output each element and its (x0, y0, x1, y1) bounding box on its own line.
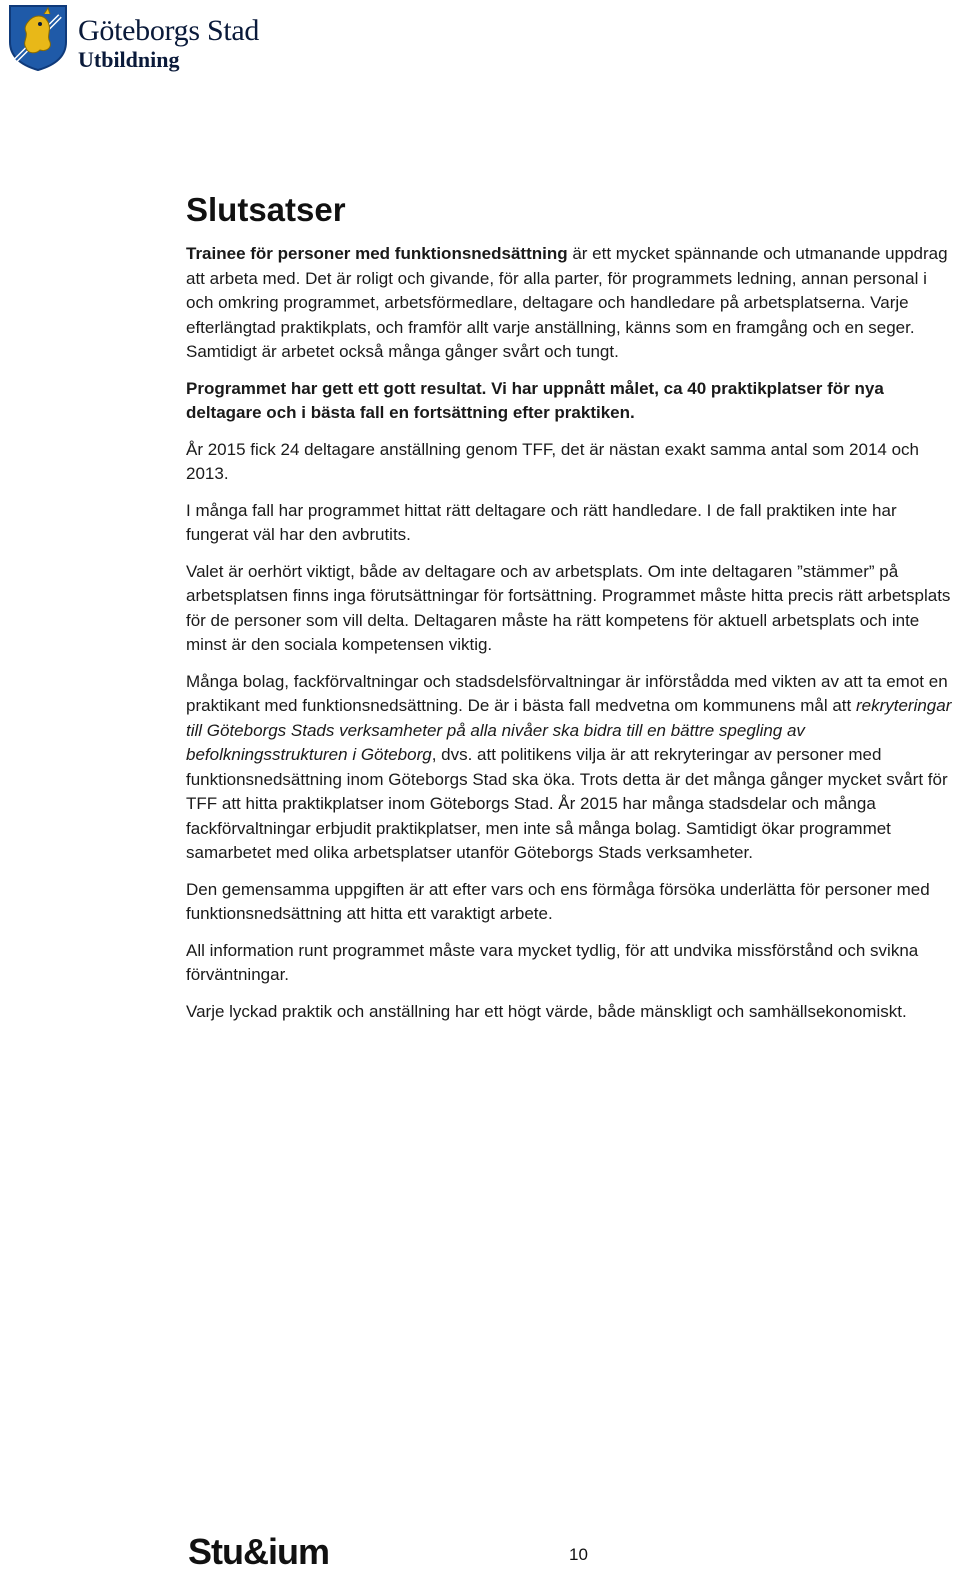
paragraph-selection: Valet är oerhört viktigt, både av deltagare och av arbetsplats. Om inte deltagaren ”stämmer” på arbetsplatsen finns inga förutsättningar för fortsättning. Programmet måste hitta precis rätt arbetsplats för de personer som vill delta. Deltagaren måste ha rätt kompetens för aktuell arbetsplats och inte minst är den sociala kompetensen viktig. (186, 561, 951, 654)
intro-text: är ett mycket spännande och utmanande uppdrag att arbeta med. Det är roligt och givande, för alla parter, för programmets ledning, annan personal i och omkring programmet, arbetsförmedlare, deltagare och handledare på arbetsplatserna. Varje efterlängtad praktikplats, och framför allt varje anställning, känns som en framgång och en seger. Samtidigt är arbetet också många gånger svårt och tungt. (186, 244, 948, 361)
org-name: Göteborgs Stad (78, 14, 260, 47)
org-text-start: Många bolag, fackförvaltningar och stadsdelsförvaltningar är införstådda med vikten av att ta emot en praktikant med funktionsnedsättning. De är i bästa fall medvetna om kommunens mål att (186, 671, 948, 715)
paragraph-information: All information runt programmet måste vara mycket tydlig, för att undvika missförstånd och svikna förväntningar. (186, 940, 919, 984)
paragraph-employment: År 2015 fick 24 deltagare anställning genom TFF, det är nästan exakt samma antal som 2014 och 2013. (186, 439, 919, 483)
header-logo (6, 2, 259, 72)
footer-brand-logo: Stu&ium (188, 1531, 329, 1572)
org-text-end: , dvs. att politikens vilja är att rekryteringar av personer med funktionsnedsättning inom Göteborgs Stad ska öka. Trots detta är det många gånger mycket svårt för TFF att hitta praktikplatser inom Göteborgs Stad. År 2015 har många stadsdelar och många fackförvaltningar erbjudit praktikplatser, men inte så många bolag. Samtidigt ökar programmet samarbetet med olika arbetsplatser utanför Göteborgs Stads verksamheter. (186, 745, 948, 862)
goteborg-lion-crest-icon (6, 2, 70, 72)
intro-bold-text: Trainee för personer med funktionsnedsättning (186, 244, 568, 263)
paragraph-intro (186, 242, 956, 365)
paragraph-common-task: Den gemensamma uppgiften är att efter vars och ens förmåga försöka underlätta för personer med funktionsnedsättning att hitta ett varaktigt arbete. (186, 879, 930, 923)
paragraph-matching: I många fall har programmet hittat rätt deltagare och rätt handledare. I de fall praktiken inte har fungerat väl har den avbrutits. (186, 500, 897, 544)
org-text-italic: rekryteringar till Göteborgs Stads verksamheter på alla nivåer ska bidra till en bättre spegling av befolkningsstrukturen i Göteborg (186, 696, 952, 764)
page-number: 10 (569, 1545, 588, 1564)
paragraph-result: Programmet har gett ett gott resultat. Vi har uppnått målet, ca 40 praktikplatser för nya deltagare och i bästa fall en fortsättning efter praktiken. (186, 378, 884, 422)
paragraph-value: Varje lyckad praktik och anställning har ett högt värde, både mänskligt och samhällsekonomiskt. (186, 1001, 907, 1021)
document-body (186, 188, 956, 1036)
department-name: Utbildning (78, 47, 180, 72)
paragraph-organizations (186, 670, 956, 866)
section-heading: Slutsatser (186, 191, 346, 228)
